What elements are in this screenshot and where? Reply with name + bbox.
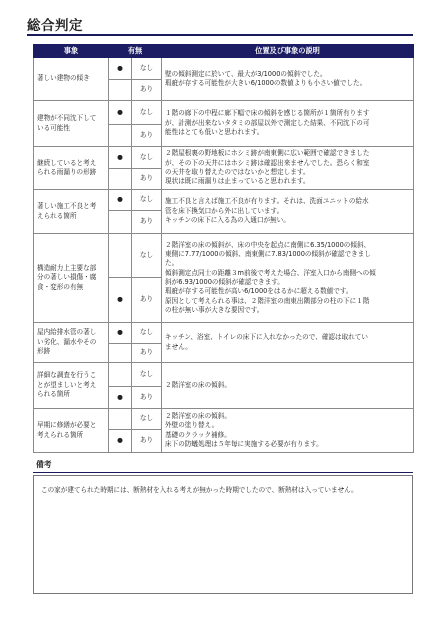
ari-label: あり: [132, 169, 162, 190]
description-line: 斜が6.93/1000の傾斜が確認できます。: [165, 278, 284, 286]
description-line: １階の廊下の中程に廊下幅で床の傾斜を感じる箇所が１箇所有ります: [165, 109, 370, 118]
description-line: 原因として考えられる事は、２階洋室の南東出隅部分の柱の下に１階: [165, 296, 370, 305]
nashi-mark: ●: [109, 147, 132, 169]
header-presence: 有無: [109, 45, 162, 58]
event-label-line: 構造耐力上主要な部: [37, 263, 97, 272]
nashi-mark: [109, 409, 132, 430]
table-row: [34, 101, 414, 125]
description-line: 基礎のクラック補修。: [165, 430, 231, 439]
ari-label: あり: [132, 278, 162, 323]
nashi-label: なし: [132, 409, 162, 430]
table-header-row: [34, 45, 414, 58]
page-title: 総合判定: [27, 18, 83, 34]
ari-mark: ●: [109, 387, 132, 409]
ari-mark: [109, 211, 132, 234]
ari-mark: [109, 169, 132, 190]
nashi-mark: [109, 234, 132, 278]
table-body: [34, 58, 414, 453]
description-line: キッチンの床下に入る為の入通口が無い。: [165, 216, 290, 225]
nashi-mark: ●: [109, 190, 132, 211]
ari-mark: [109, 80, 132, 101]
description-line: ２階洋室の床の傾斜。: [165, 380, 231, 389]
ari-label: あり: [132, 430, 162, 453]
ari-label: あり: [132, 387, 162, 409]
header-event: 事象: [34, 45, 109, 58]
description-line: 東側に7.77/1000の傾斜、南東側に7.83/1000の傾斜が確認できまし: [165, 249, 371, 258]
nashi-mark: [109, 363, 132, 387]
nashi-label: なし: [132, 190, 162, 211]
description-cell: [162, 234, 414, 323]
event-label-line: られる雨漏りの形跡: [37, 168, 97, 176]
nashi-mark: ●: [109, 101, 132, 125]
description-line: 傾斜測定点同士の距離３m前後で考えた場合、洋室入口から南側への傾: [165, 268, 376, 277]
event-label-line: 著しい施工不良と考: [37, 202, 97, 211]
nashi-label: なし: [132, 101, 162, 125]
description-line: が、計測が出来ないタタミの部屋以外で測定した結果、不同沈下の可: [165, 118, 370, 127]
nashi-label: なし: [132, 58, 162, 80]
event-label: [34, 101, 109, 147]
nashi-label: なし: [132, 363, 162, 387]
table-row: [34, 363, 414, 387]
description-line: 床下の防蟻処理は５年毎に実施する必要が有ります。: [165, 439, 323, 448]
ari-mark: ●: [109, 278, 132, 323]
event-label-line: 建物が不同沈下して: [37, 114, 97, 123]
table-row: [34, 58, 414, 80]
event-label-line: えられる箇所: [37, 211, 77, 220]
event-label: [34, 190, 109, 234]
event-label-line: い劣化、漏水やその: [37, 337, 97, 346]
description-line: た。: [165, 259, 179, 268]
description-cell: [162, 58, 414, 101]
header-description: 位置及び事象の説明: [162, 45, 414, 58]
table-row: [34, 323, 414, 344]
event-label-line: とが望ましいと考え: [37, 380, 97, 389]
nashi-label: なし: [132, 147, 162, 169]
table-row: [34, 190, 414, 211]
table-row: [34, 409, 414, 430]
remarks-box: [33, 475, 413, 594]
description-line: の天井を取り替えたのではないかと想定します。: [165, 168, 310, 176]
description-line: 現状は既に雨漏りは止まっていると思われます。: [165, 177, 310, 186]
ari-label: あり: [132, 344, 162, 363]
nashi-label: なし: [132, 323, 162, 344]
remarks-title: 備考: [36, 460, 52, 469]
ari-mark: [109, 125, 132, 147]
event-label-line: 分の著しい損傷・腐: [37, 273, 97, 282]
description-cell: [162, 363, 414, 409]
description-cell: [162, 190, 414, 234]
title-divider: [27, 34, 413, 36]
description-line: キッチン、浴室、トイレの床下に入れなかったので、確認は取れてい: [165, 333, 368, 342]
remarks-text: この家が建てられた時期には、断熱材を入れる考えが無かった時期でしたので、断熱材は入っていません。: [41, 486, 358, 494]
description-line: の柱が無い事が大きな要因です。: [165, 306, 264, 315]
event-label-line: 食・変形の有無: [37, 282, 84, 291]
description-line: 瑕疵が存する可能性が高い6/1000をはるかに超える数値です。: [165, 287, 353, 296]
event-label-line: いる可能性: [37, 123, 70, 132]
description-line: ません。: [165, 342, 192, 351]
event-label-line: られる箇所: [37, 390, 70, 399]
ari-label: あり: [132, 211, 162, 234]
ari-mark: [109, 344, 132, 363]
event-label: [34, 323, 109, 363]
event-label: [34, 234, 109, 323]
event-label-line: 形跡: [37, 347, 51, 356]
ari-mark: ●: [109, 430, 132, 453]
event-label: [34, 147, 109, 190]
description-cell: [162, 409, 414, 453]
event-label-line: 継続していると考え: [37, 158, 97, 167]
event-label: [34, 58, 109, 101]
event-label: [34, 409, 109, 453]
ari-label: あり: [132, 80, 162, 101]
description-cell: [162, 323, 414, 363]
event-label-line: 考えられる箇所: [37, 430, 84, 439]
table-row: [34, 147, 414, 169]
event-label-line: 屋内給排水管の著し: [37, 328, 97, 337]
event-label: [34, 363, 109, 409]
description-line: 外壁の塗り替え。: [165, 421, 219, 430]
event-label-line: 詳細な調査を行うこ: [37, 371, 97, 380]
nashi-label: なし: [132, 234, 162, 278]
judgement-table: [33, 44, 414, 453]
nashi-mark: ●: [109, 323, 132, 344]
description-line: ２階屋根裏の野地板にホシミ跡が南東側に広い範囲で確認できました: [165, 149, 370, 158]
event-label-line: 著しい建物の傾き: [37, 74, 90, 83]
event-label-line: 早期に修繕が必要と: [37, 421, 97, 430]
description-line: 能性はとても低いと思われます。: [165, 128, 264, 137]
description-line: 壁の傾斜測定に於いて、最大が3/1000の傾斜でした。: [165, 69, 327, 78]
description-line: が、その下の天井にはホシミ跡は確認出来ませんでした。恐らく和室: [165, 158, 370, 167]
description-line: ２階洋室の床の傾斜が、床の中央を起点に南側に6.35/1000の傾斜、: [165, 240, 371, 249]
description-cell: [162, 147, 414, 190]
nashi-mark: ●: [109, 58, 132, 80]
table-row: [34, 234, 414, 278]
description-line: 瑕疵が存する可能性が大きい6/1000の数値よりも小さい値でした。: [165, 79, 367, 87]
description-line: 施工不良と言えば施工不良が有ります。それは、洗面ユニットの給水: [165, 197, 369, 206]
remarks-divider: [33, 472, 413, 473]
description-line: 管を床下換気口から外に出しています。: [165, 206, 284, 215]
description-line: ２階洋室の床の傾斜。: [165, 411, 231, 420]
description-cell: [162, 101, 414, 147]
ari-label: あり: [132, 125, 162, 147]
